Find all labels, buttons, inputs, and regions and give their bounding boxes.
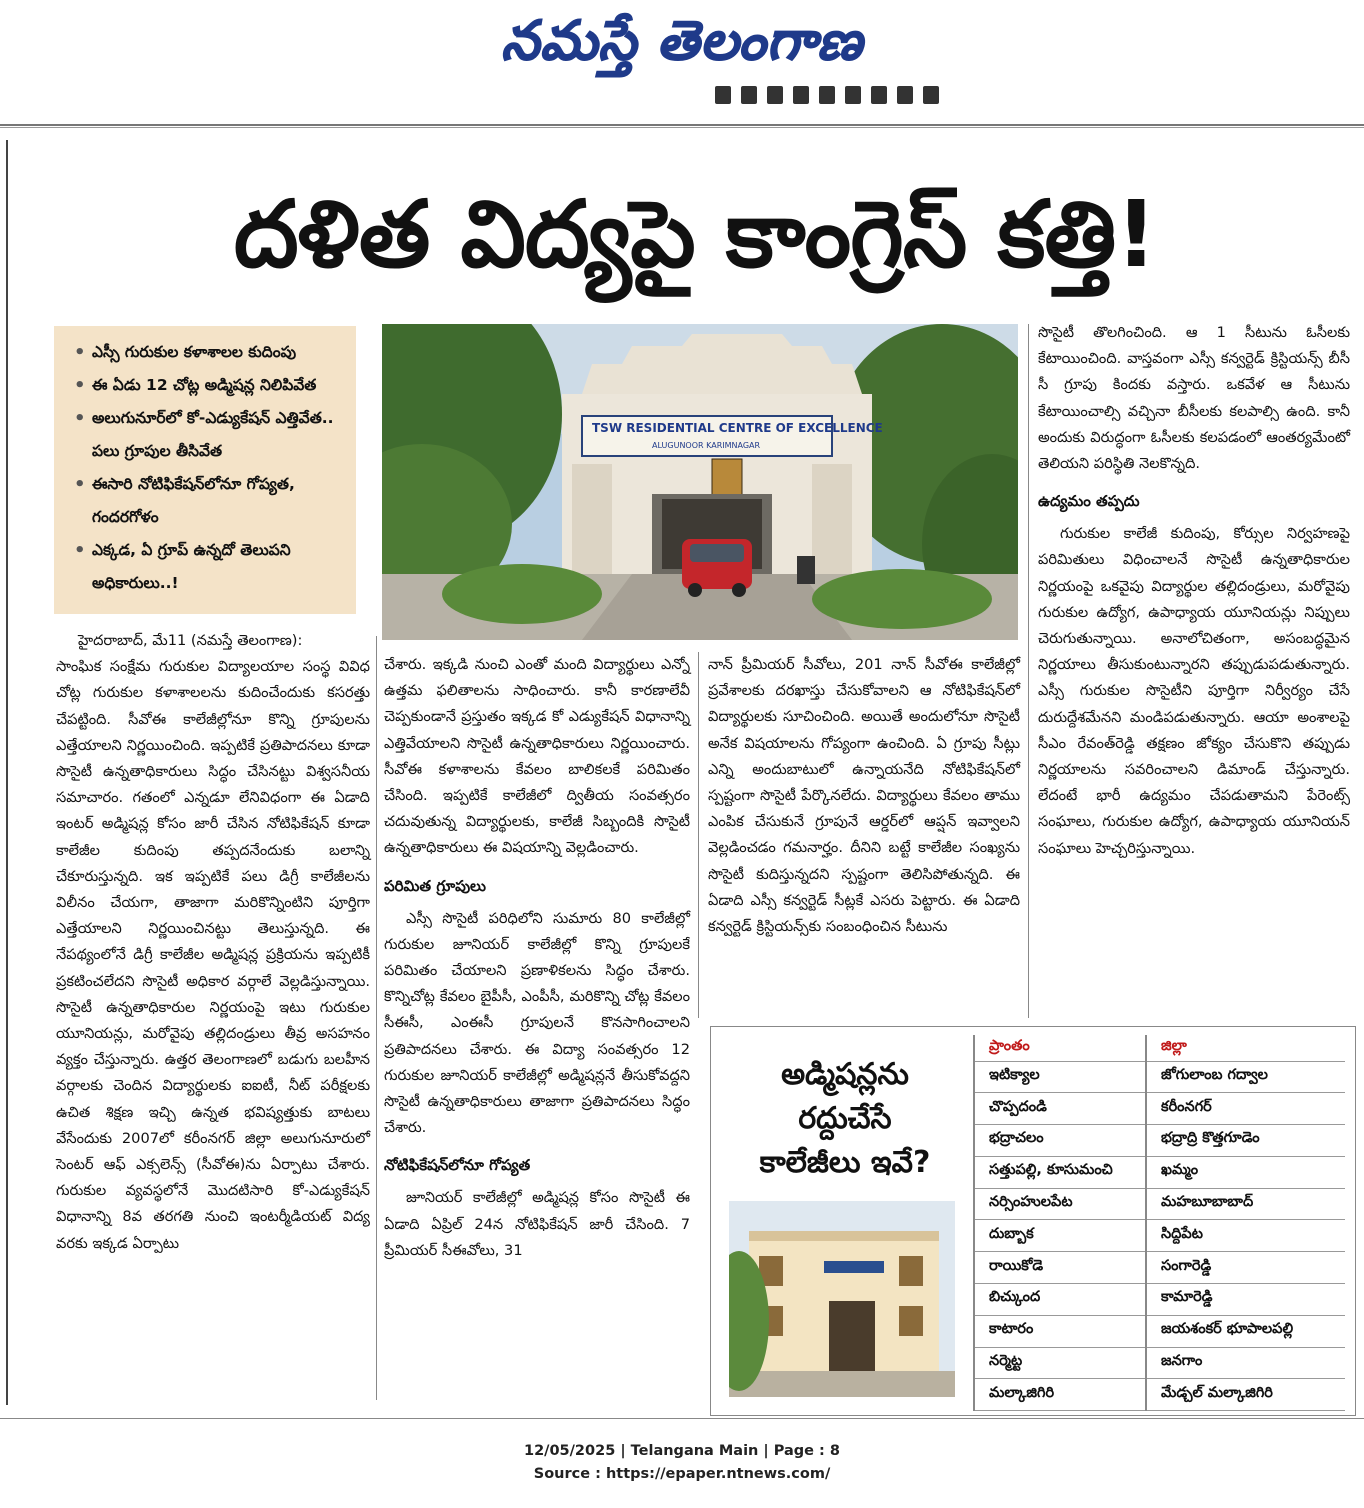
article-paragraph: జూనియర్ కాలేజీల్లో అడ్మిషన్ల కోసం సొసైటీ ఈ ఏడాది ఏప్రిల్ 24న నోటిఫికేషన్ జారీ చేసింది. 7 ప్రీమియర్ సీఈవోలు, 31 — [384, 1189, 690, 1259]
article-paragraph: గురుకుల కాలేజీ కుదింపు, కోర్సుల నిర్వహణపై పరిమితులు విధించాలనే సొసైటీ ఉన్నతాధికారుల నిర్ణయంపై ఒకవైపు విద్యార్థుల తల్లిదండ్రులు, మరోవైపు గురుకుల ఉద్యోగ, ఉపాధ్యాయ యూనియన్లు నిప్పులు చెరుగుతున్నాయి. అనాలోచితంగా, అసంబద్ధమైన నిర్ణయాలు తీసుకుంటున్నారని తప్పుడుపడుతున్నారు. ఎస్సీ గురుకుల సొసైటీని పూర్తిగా నిర్వీర్యం చేసే దురుద్దేశమేనని మండిపడుతున్నారు. ఆయా అంశాలపై సీఎం రేవంత్‌రెడ్డి తక్షణం జోక్యం చేసుకొని తప్పుడు నిర్ణయాలను సవరించాలని డిమాండ్ చేస్తున్నారు. లేదంటే భారీ ఉద్యమం చేపడుతామని పేరెంట్స్ సంఘాలు, గురుకుల ఉద్యోగ, ఉపాధ్యాయ యూనియన్ సంఘాలు హెచ్చరిస్తున్నాయి. — [1038, 525, 1350, 857]
table-cell-region: ఇటిక్యాల — [974, 1061, 1146, 1093]
left-column-edge — [0, 140, 8, 1405]
inset-building-photo — [729, 1201, 955, 1397]
highlights-box — [54, 326, 356, 614]
table-cell-region: నర్సింహులపేట — [974, 1188, 1146, 1220]
table-cell-region: సత్తుపల్లి, కూసుమంచి — [974, 1156, 1146, 1188]
table-cell-district: జనగాం — [1146, 1347, 1345, 1379]
top-divider — [0, 124, 1364, 128]
article-column-3 — [708, 652, 1020, 1018]
subheading-protest: ఉద్యమం తప్పదు — [1038, 492, 1140, 511]
table-cell-district: జోగులాంబ గద్వాల — [1146, 1061, 1345, 1093]
article-paragraph: చేశారు. ఇక్కడి నుంచి ఎంతో మంది విద్యార్థులు ఎన్నో ఉత్తమ ఫలితాలను సాధించారు. కానీ కారణాలేవీ చెప్పకుండానే ప్రస్తుతం ఇక్కడ కో ఎడ్యుకేషన్ విధానాన్ని ఎత్తివేయాలని సొసైటీ ఉన్నతాధికారులు నిర్ణయించారు. సీవోఈ కళాశాలను కేవలం బాలికలకే పరిమితం చేసింది. ఇప్పటికే కాలేజీలో ద్వితీయ సంవత్సరం చదువుతున్న విద్యార్థులకు, కాలేజీ సిబ్బందికి సొసైటీ ఉన్నతాధికారులు ఈ విషయాన్ని వెల్లడించారు. — [384, 656, 690, 857]
highlight-item: • ఎస్సీ గురుకుల కళాశాలల కుదింపు — [64, 336, 346, 369]
table-row — [974, 1347, 1345, 1379]
column-divider — [698, 652, 699, 1018]
article-paragraph: సాంఘిక సంక్షేమ గురుకుల విద్యాలయాల సంస్థ వివిధ చోట్ల గురుకుల కళాశాలలను కుదించేందుకు కసరత్తు చేపట్టింది. సీవోఈ కాలేజీల్లోనూ కొన్ని గ్రూపులను ఎత్తేయాలని నిర్ణయించింది. ఇప్పటికే ప్రతిపాదనలు కూడా సొసైటీ ఉన్నతాధికారులు సిద్ధం చేసినట్టు విశ్వసనీయ సమాచారం. గతంలో ఎన్నడూ లేనివిధంగా ఈ ఏడాది ఇంటర్ అడ్మిషన్ల కోసం జారీ చేసిన నోటిఫికేషన్ కూడా కాలేజీల కుదింపు తప్పదనేందుకు బలాన్ని చేకూరుస్తున్నది. ఇక ఇప్పటికే పలు డిగ్రీ కాలేజీలను విలీనం చేయగా, తాజాగా మరికొన్నింటిని పూర్తిగా ఎత్తేయాలని నిర్ణయించినట్టు తెలుస్తున్నది. ఈ నేపథ్యంలోనే డిగ్రీ కాలేజీల అడ్మిషన్ల ప్రక్రియను ఇప్పటికీ ప్రకటించలేదని సొసైటీ అధికార వర్గాలే వెల్లడిస్తున్నాయి. సొసైటీ ఉన్నతాధికారుల నిర్ణయంపై ఇటు గురుకుల యూనియన్లు, మరోవైపు తల్లిదండ్రులు తీవ్ర అసహనం వ్యక్తం చేస్తున్నారు. ఉత్తర తెలంగాణలో బడుగు బలహీన వర్గాలకు చెందిన విద్యార్థులకు ఐఐటీ, నీట్ పరీక్షలకు ఉచిత శిక్షణ ఇచ్చి ఉన్నత భవిష్యత్తుకు బాటలు వేసేందుకు 2007లో కరీంనగర్ జిల్లా అలుగునూరులో సెంటర్ ఆఫ్ ఎక్సలెన్స్ (సీవోఈ)ను ఏర్పాటు చేశారు. గురుకుల వ్యవస్థలోనే మొదటిసారి కో-ఎడ్యుకేషన్ విధానాన్ని 8వ తరగతి నుంచి ఇంటర్మీడియట్ విద్య వరకు ఇక్కడ ఏర్పాటు — [56, 658, 370, 1252]
table-row — [974, 1284, 1345, 1316]
table-row — [974, 1379, 1345, 1411]
subheading-notification-secrecy: నోటిఫికేషన్‌లోనూ గోప్యత — [384, 1156, 531, 1175]
highlight-item: • అలుగునూర్‌లో కో-ఎడ్యుకేషన్ ఎత్తివేత.. పలు గ్రూపుల తీసివేత — [64, 402, 346, 468]
highlight-item: • ఈసారి నోటిఫికేషన్‌లోనూ గోప్యత, గందరగోళం — [64, 468, 346, 534]
table-header-region: ప్రాంతం — [974, 1035, 1146, 1061]
table-row — [974, 1252, 1345, 1284]
table-row — [974, 1315, 1345, 1347]
highlight-item: • ఎక్కడ, ఏ గ్రూప్ ఉన్నదో తెలుపని అధికారులు..! — [64, 534, 346, 600]
highlight-item: • ఈ ఏడు 12 చోట్ల అడ్మిషన్ల నిలిపివేత — [64, 369, 346, 402]
inset-building-illustration — [729, 1201, 955, 1397]
colleges-table — [973, 1035, 1345, 1411]
table-cell-district: జయశంకర్ భూపాలపల్లి — [1146, 1315, 1345, 1347]
table-header-row — [974, 1035, 1345, 1061]
table-row — [974, 1156, 1345, 1188]
table-cell-district: సిద్దిపేట — [1146, 1220, 1345, 1252]
table-cell-region: మల్కాజిగిరి — [974, 1379, 1146, 1411]
table-cell-region: నర్మెట్ట — [974, 1347, 1146, 1379]
masthead — [0, 0, 1364, 80]
table-cell-region: కాటారం — [974, 1315, 1146, 1347]
article-column-1 — [56, 628, 370, 1400]
building-sign-text: TSW RESIDENTIAL CENTRE OF EXCELLENCE — [592, 421, 883, 435]
colleges-inset-box — [710, 1026, 1356, 1416]
table-cell-district: సంగారెడ్డి — [1146, 1252, 1345, 1284]
subheading-limited-groups: పరిమిత గ్రూపులు — [384, 876, 486, 895]
footer-source-link[interactable]: Source : https://epaper.ntnews.com/ — [533, 1466, 831, 1482]
article-paragraph: ఎస్సీ సొసైటీ పరిధిలోని సుమారు 80 కాలేజీల్లో గురుకుల జూనియర్ కాలేజీల్లో కొన్ని గ్రూపులకే పరిమితం చేయాలని ప్రణాళికలను సిద్ధం చేశారు. కొన్నిచోట్ల కేవలం బైపీసీ, ఎంపీసీ, మరికొన్ని చోట్ల కేవలం సీఈసీ, ఎంఈసీ గ్రూపులనే కొనసాగించాలని ప్రతిపాదనలు చేశారు. ఈ విద్యా సంవత్సరం 12 గురుకుల జూనియర్ కాలేజీల్లో అడ్మిషన్లనే తీసుకోవద్దని సొసైటీ ఉన్నతాధికారులు తాజాగా ప్రతిపాదనలు సిద్ధం చేశారు. — [384, 909, 690, 1137]
table-cell-region: భద్రాచలం — [974, 1125, 1146, 1157]
cropped-section-strip — [715, 86, 995, 108]
table-cell-district: కరీంనగర్ — [1146, 1093, 1345, 1125]
bottom-divider — [0, 1418, 1364, 1419]
article-paragraph: సొసైటీ తొలగించింది. ఆ 1 సీటును ఓసీలకు కేటాయించింది. వాస్తవంగా ఎస్సీ కన్వర్టెడ్ క్రిస్టియన్స్ బీసీ సీ గ్రూపు కిందకు వస్తారు. ఒకవేళ ఆ సీటును కేటాయించాల్సి వచ్చినా బీసీలకు కలపాల్సి ఉంది. కానీ అందుకు విరుద్ధంగా ఓసీలకు కలపడంలో ఆంతర్యమేంటో తెలియని పరిస్థితి నెలకొన్నది. — [1038, 324, 1350, 473]
table-cell-district: భద్రాద్రి కొత్తగూడెం — [1146, 1125, 1345, 1157]
inset-title-line: అడ్మిషన్లను — [781, 1057, 909, 1092]
inset-title-line: రద్దుచేసే — [798, 1101, 892, 1136]
table-cell-region: దుబ్బాక — [974, 1220, 1146, 1252]
newspaper-logo: నమస్తే తెలంగాణ — [501, 8, 863, 72]
table-cell-district: మేడ్చల్ మల్కాజిగిరి — [1146, 1379, 1345, 1411]
article-column-2 — [384, 652, 690, 1402]
inset-title-line: కాలేజీలు ఇవే? — [759, 1145, 931, 1180]
table-row — [974, 1125, 1345, 1157]
college-building-photo — [382, 324, 1018, 640]
table-row — [974, 1220, 1345, 1252]
page-footer — [0, 1440, 1364, 1486]
table-cell-region: రాయికోడె — [974, 1252, 1146, 1284]
table-cell-region: బిచ్కుంద — [974, 1284, 1146, 1316]
table-cell-district: ఖమ్మం — [1146, 1156, 1345, 1188]
column-divider — [1028, 324, 1029, 1018]
table-header-district: జిల్లా — [1146, 1035, 1345, 1061]
building-sign-subtext: ALUGUNOOR KARIMNAGAR — [652, 441, 761, 450]
article-dateline: హైదరాబాద్, మే11 (నమస్తే తెలంగాణ): — [78, 632, 303, 649]
article-paragraph: నాన్ ప్రీమియర్ సీవోలు, 201 నాన్ సీవోఈ కాలేజీల్లో ప్రవేశాలకు దరఖాస్తు చేసుకోవాలని ఆ నోటిఫికేషన్‌లో విద్యార్థులకు సూచించింది. అయితే అందులోనూ సొసైటీ అనేక విషయాలను గోప్యంగా ఉంచింది. ఏ గ్రూపు సీట్లు ఎన్ని అందుబాటులో ఉన్నాయనేది నోటిఫికేషన్‌లో స్పష్టంగా సొసైటీ పేర్కొనలేదు. విద్యార్థులు కేవలం తాము ఎంపిక చేసుకునే గ్రూపునే ఆర్డర్‌లో ఆప్షన్ ఇవ్వాలని వెల్లడించడం గమనార్హం. దీనిని బట్టే కాలేజీల సంఖ్యను సొసైటీ కుదిస్తున్నదని స్పష్టంగా తెలిసిపోతున్నది. ఈ ఏడాది ఎస్సీ కన్వర్టెడ్ సీట్లకే ఎసరు పెట్టారు. ఈ ఏడాది కన్వర్టెడ్ క్రిస్టియన్స్‌కు సంబంధించిన సీటును — [708, 656, 1020, 936]
column-divider — [376, 636, 377, 1400]
table-row — [974, 1061, 1345, 1093]
table-cell-district: కామారెడ్డి — [1146, 1284, 1345, 1316]
article-column-4 — [1038, 320, 1350, 1010]
table-row — [974, 1188, 1345, 1220]
table-cell-region: చొప్పదండి — [974, 1093, 1146, 1125]
table-cell-district: మహబూబాబాద్ — [1146, 1188, 1345, 1220]
inset-title — [735, 1053, 955, 1185]
footer-edition-info: 12/05/2025 | Telangana Main | Page : 8 — [523, 1443, 840, 1459]
table-row — [974, 1093, 1345, 1125]
college-building-illustration — [382, 324, 1018, 640]
main-headline: దళిత విద్యపై కాంగ్రెస్ కత్తి! — [233, 181, 1157, 288]
